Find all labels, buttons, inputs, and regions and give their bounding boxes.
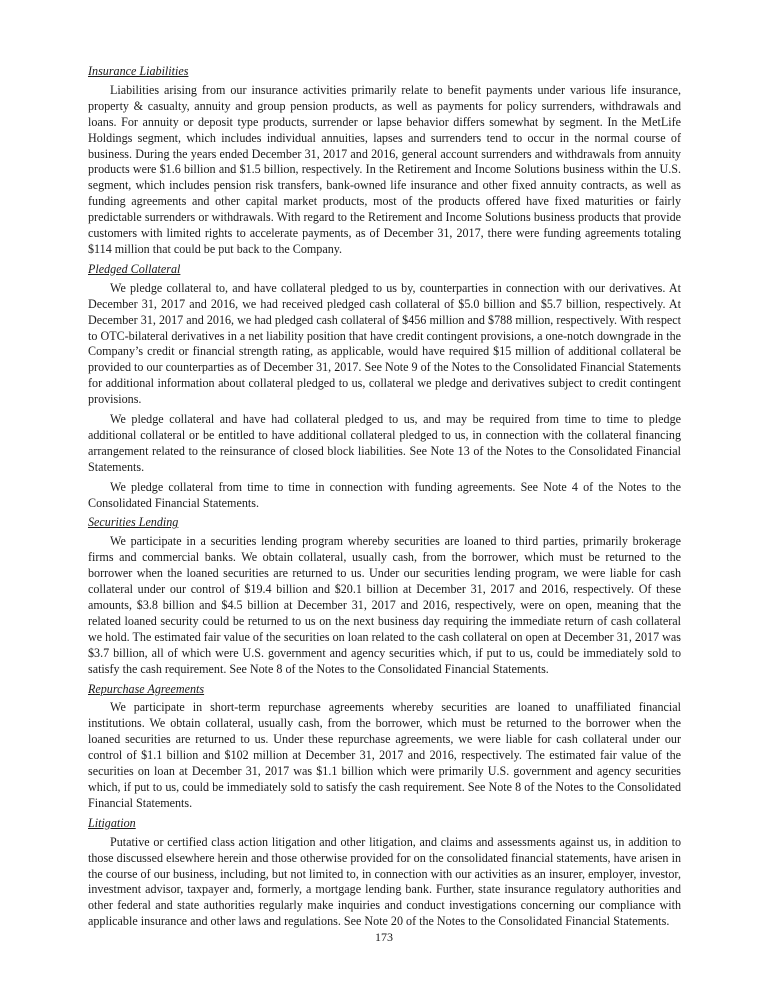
section-litigation <box>88 816 681 930</box>
section-heading: Securities Lending <box>88 515 179 530</box>
paragraph: Putative or certified class action litigation and other litigation, and claims and assessments against us, in addition to those discussed elsewhere herein and those otherwise provided for on the consolidated financial statements, have arisen in the course of our business, including, but not limited to, in connection with our activities as an insurer, employer, investor, investment advisor, taxpayer and, formerly, a mortgage lending bank. Further, state insurance regulatory authorities and other federal and state authorities regularly make inquiries and conduct investigations concerning our compliance with applicable insurance and other laws and regulations. See Note 20 of the Notes to the Consolidated Financial Statements. <box>88 834 681 929</box>
paragraph: We pledge collateral and have had collateral pledged to us, and may be required from time to time to pledge additional collateral or be entitled to have additional collateral pledged to us, in connection with the collateral financing arrangement related to the reinsurance of closed block liabilities. See Note 13 of the Notes to the Consolidated Financial Statements. <box>88 412 681 474</box>
section-insurance-liabilities <box>88 64 681 258</box>
document-body <box>88 64 681 934</box>
section-heading: Repurchase Agreements <box>88 681 205 696</box>
paragraph: Liabilities arising from our insurance activities primarily relate to benefit payments under various life insurance, property & casualty, annuity and group pension products, as well as payments for policy surrenders, withdrawals and loans. For annuity or deposit type products, surrender or lapse behavior differs somewhat by segment. In the MetLife Holdings segment, which includes individual annuities, lapses and surrenders tend to occur in the normal course of business. During the years ended December 31, 2017 and 2016, general account surrenders and withdrawals from annuity products were $1.6 billion and $1.5 billion, respectively. In the Retirement and Income Solutions business within the U.S. segment, which includes pension risk transfers, bank-owned life insurance and other fixed annuity contracts, as well as funding agreements and other capital market products, most of the products offered have fixed maturities or fairly predictable surrenders or withdrawals. With regard to the Retirement and Income Solutions business products that provide customers with limited rights to accelerate payments, as of December 31, 2017, there were funding agreements totaling $114 million that could be put back to the Company. <box>88 82 681 256</box>
paragraph: We participate in a securities lending program whereby securities are loaned to third parties, primarily brokerage firms and commercial banks. We obtain collateral, usually cash, from the borrower, which must be returned to the borrower when the loaned securities are returned to us. Under our securities lending program, we were liable for cash collateral under our control of $19.4 billion and $20.1 billion at December 31, 2017 and 2016, respectively. Of these amounts, $3.8 billion and $4.5 billion at December 31, 2017 and 2016, respectively, were on open, meaning that the related loaned security could be returned to us on the next business day requiring the immediate return of cash collateral we hold. The estimated fair value of the securities on loan related to the cash collateral on open at December 31, 2017 was $3.7 billion, all of which were U.S. government and agency securities which, if put to us, could be immediately sold to satisfy the cash requirement. See Note 8 of the Notes to the Consolidated Financial Statements. <box>88 534 681 676</box>
paragraph: We pledge collateral to, and have collateral pledged to us by, counterparties in connection with our derivatives. At December 31, 2017 and 2016, we had received pledged cash collateral of $5.0 billion and $5.7 billion, respectively. At December 31, 2017 and 2016, we had pledged cash collateral of $456 million and $788 million, respectively. With respect to OTC-bilateral derivatives in a net liability position that have credit contingent provisions, a one-notch downgrade in the Company’s credit or financial strength rating, as applicable, would have required $15 million of additional collateral be provided to our counterparties as of December 31, 2017. See Note 9 of the Notes to the Consolidated Financial Statements for additional information about collateral pledged to us, collateral we pledge and derivatives subject to credit contingent provisions. <box>88 280 681 407</box>
page-number: 173 <box>375 930 393 944</box>
paragraph: We pledge collateral from time to time in connection with funding agreements. See Note 4 of the Notes to the Consolidated Financial Statements. <box>88 479 681 510</box>
paragraph: We participate in short-term repurchase agreements whereby securities are loaned to unaffiliated financial institutions. We obtain collateral, usually cash, from the borrower, which must be returned to the borrower when the loaned securities are returned to us. Under these repurchase agreements, we were liable for cash collateral under our control of $1.1 billion and $102 million at December 31, 2017 and 2016, respectively. The estimated fair value of the securities on loan at December 31, 2017 was $1.1 billion which were primarily U.S. government and agency securities which, if put to us, could be immediately sold to satisfy the cash requirement. See Note 8 of the Notes to the Consolidated Financial Statements. <box>88 700 681 810</box>
section-pledged-collateral <box>88 262 681 512</box>
section-heading: Litigation <box>88 815 136 830</box>
section-heading: Insurance Liabilities <box>88 64 189 78</box>
section-heading: Pledged Collateral <box>88 261 181 276</box>
section-securities-lending <box>88 515 681 677</box>
section-repurchase-agreements <box>88 682 681 812</box>
